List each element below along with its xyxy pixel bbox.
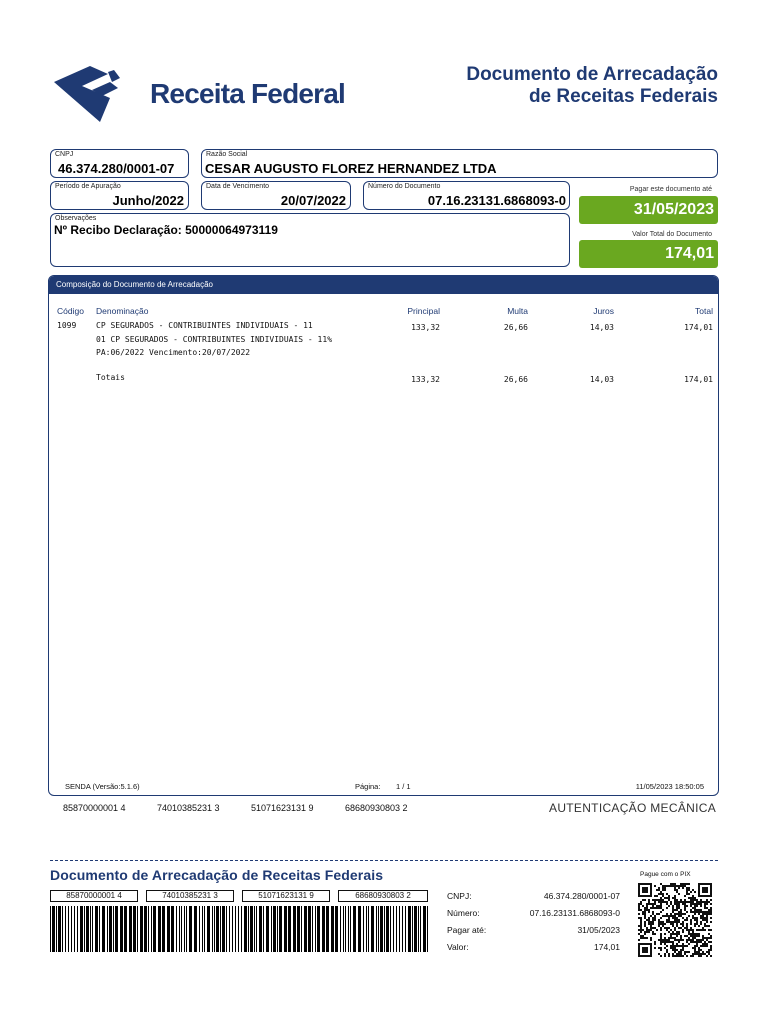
row-codigo: 1099 — [57, 321, 77, 330]
linha-digitavel-2: 74010385231 3 — [157, 803, 220, 813]
razao-social-label: Razão Social — [206, 151, 248, 158]
cnpj-label: CNPJ — [55, 151, 74, 158]
totais-principal: 133,32 — [411, 375, 440, 384]
stub-cnpj-value: 46.374.280/0001-07 — [543, 891, 620, 901]
row-denominacao-line3: PA:06/2022 Vencimento:20/07/2022 — [96, 348, 251, 357]
barcode-icon — [50, 906, 430, 952]
row-total: 174,01 — [684, 323, 713, 332]
vencimento-label: Data de Vencimento — [206, 183, 270, 190]
senda-version: SENDA (Versão:5.1.6) — [65, 782, 140, 791]
valor-total-value: 174,01 — [579, 240, 718, 268]
totais-total: 174,01 — [684, 375, 713, 384]
stub-digitavel-3: 51071623131 9 — [242, 890, 330, 902]
cnpj-value: 46.374.280/0001-07 — [58, 161, 175, 176]
cnpj-field — [50, 149, 189, 178]
row-denominacao-line1: CP SEGURADOS - CONTRIBUINTES INDIVIDUAIS - 11 — [96, 321, 313, 330]
stub-valor-value: 174,01 — [594, 942, 620, 952]
pagar-ate-label: Pagar este documento até — [629, 186, 712, 193]
stub-pagar-value: 31/05/2023 — [577, 925, 620, 935]
totais-multa: 26,66 — [503, 375, 528, 384]
generated-timestamp: 11/05/2023 18:50:05 — [635, 782, 704, 791]
cut-line — [50, 860, 718, 861]
stub-digitavel-1: 85870000001 4 — [50, 890, 138, 902]
periodo-label: Período de Apuração — [55, 183, 121, 190]
document-title-line1: Documento de Arrecadação — [466, 64, 718, 85]
stub-cnpj-label: CNPJ: — [447, 891, 472, 901]
linha-digitavel-4: 68680930803 2 — [345, 803, 408, 813]
stub-numero-label: Número: — [447, 908, 480, 918]
page-label: Página: — [355, 782, 381, 791]
row-principal: 133,32 — [411, 323, 440, 332]
totais-label: Totais — [96, 373, 125, 382]
page-number: 1 / 1 — [396, 782, 411, 791]
stub-title: Documento de Arrecadação de Receitas Federais — [50, 867, 384, 883]
autenticacao-mecanica: AUTENTICAÇÃO MECÂNICA — [549, 801, 716, 815]
pix-label: Pague com o PIX — [640, 871, 691, 878]
numero-documento-value: 07.16.23131.6868093-0 — [427, 193, 566, 208]
linha-digitavel-1: 85870000001 4 — [63, 803, 126, 813]
totais-juros: 14,03 — [589, 375, 614, 384]
col-multa: Multa — [507, 306, 528, 316]
razao-social-value: CESAR AUGUSTO FLOREZ HERNANDEZ LTDA — [205, 161, 497, 176]
pagar-ate-value: 31/05/2023 — [579, 196, 718, 224]
row-juros: 14,03 — [589, 323, 614, 332]
vencimento-field — [201, 181, 351, 210]
col-principal: Principal — [407, 306, 440, 316]
pix-qr-code-icon[interactable] — [638, 883, 712, 957]
observacoes-value: Nº Recibo Declaração: 50000064973119 — [54, 223, 278, 237]
stub-digitavel-4: 68680930803 2 — [338, 890, 428, 902]
row-multa: 26,66 — [503, 323, 528, 332]
periodo-value: Junho/2022 — [112, 193, 184, 208]
observacoes-field — [50, 213, 570, 267]
receita-federal-emblem-icon — [52, 64, 148, 128]
document-title — [466, 64, 718, 108]
brand-name: Receita Federal — [150, 78, 345, 109]
stub-pagar-label: Pagar até: — [447, 925, 487, 935]
stub-numero-value: 07.16.23131.6868093-0 — [529, 908, 620, 918]
composicao-panel — [48, 275, 719, 796]
col-juros: Juros — [593, 306, 614, 316]
col-codigo: Código — [57, 306, 84, 316]
numero-documento-label: Número do Documento — [368, 183, 441, 190]
razao-social-field — [201, 149, 718, 178]
col-total: Total — [695, 306, 713, 316]
document-title-line2: de Receitas Federais — [528, 86, 718, 107]
periodo-field — [50, 181, 189, 210]
vencimento-value: 20/07/2022 — [280, 193, 346, 208]
composicao-title: Composição do Documento de Arrecadação — [49, 276, 718, 294]
observacoes-label: Observações — [55, 215, 97, 222]
stub-digitavel-2: 74010385231 3 — [146, 890, 234, 902]
valor-total-label: Valor Total do Documento — [632, 231, 712, 238]
col-denominacao: Denominação — [96, 306, 149, 316]
linha-digitavel-3: 51071623131 9 — [251, 803, 314, 813]
stub-valor-label: Valor: — [447, 942, 469, 952]
row-denominacao-line2: 01 CP SEGURADOS - CONTRIBUINTES INDIVIDUAIS - 11% — [96, 335, 333, 344]
numero-documento-field — [363, 181, 570, 210]
